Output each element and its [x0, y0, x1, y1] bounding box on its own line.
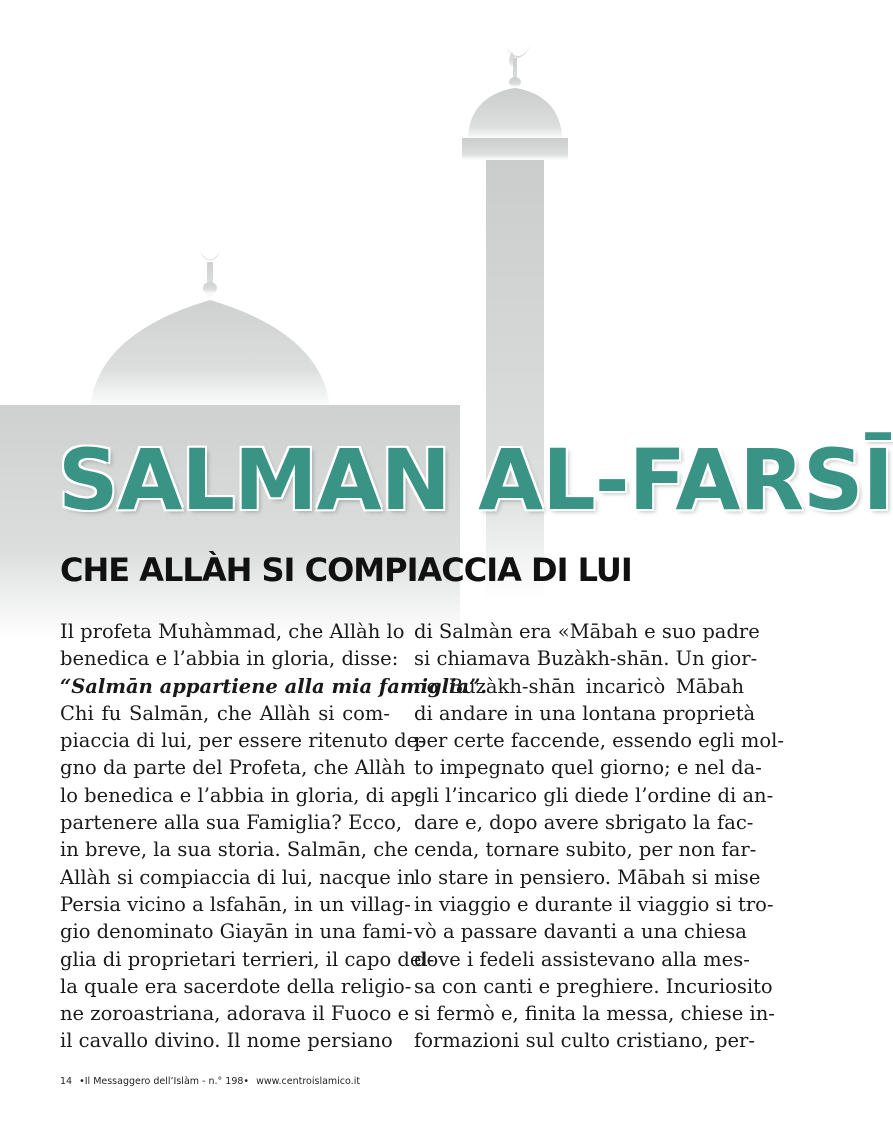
text-line: Allàh si compiaccia di lui, nacque in	[60, 865, 416, 889]
quote-line: “Salmān appartiene alla mia famiglia”.	[60, 674, 488, 698]
text-line: vò a passare davanti a una chiesa	[414, 920, 747, 944]
text-line: la quale era sacerdote della religio-	[60, 974, 412, 998]
article-subtitle: CHE ALLÀH SI COMPIACCIA DI LUI	[60, 551, 632, 589]
text-line: di Salmàn era «Mābah e suo padre	[414, 620, 760, 643]
page-number: 14	[60, 1076, 73, 1087]
text-line: Persia vicino a lsfahān, in un villag-	[60, 892, 411, 916]
website-link[interactable]: www.centroislamico.it	[256, 1076, 361, 1087]
publication-name: •Il Messaggero dell’Islàm - n.° 198•	[79, 1076, 250, 1087]
text-line: dove i fedeli assistevano alla mes-	[414, 947, 750, 971]
text-line: dare e, dopo avere sbrigato la fac-	[414, 811, 754, 835]
page-footer	[60, 1076, 364, 1087]
text-line: di andare in una lontana proprietà	[414, 701, 756, 725]
text-line: Il profeta Muhàmmad, che Allàh lo	[60, 620, 405, 643]
text-line: no Buzàkh-shān incaricò Mābah	[414, 674, 744, 698]
article-column-right	[414, 618, 784, 1055]
text-line: in breve, la sua storia. Salmān, che	[60, 838, 409, 862]
text-line: glia di proprietari terrieri, il capo del-	[60, 947, 435, 971]
text-line: si chiamava Buzàkh-shān. Un gior-	[414, 647, 758, 671]
text-line: partenere alla sua Famiglia? Ecco,	[60, 811, 403, 835]
text-line: to impegnato quel giorno; e nel da-	[414, 756, 762, 780]
text-line: lo benedica e l’abbia in gloria, di ap-	[60, 783, 422, 807]
text-line: per certe faccende, essendo egli mol-	[414, 729, 784, 753]
text-line: benedica e l’abbia in gloria, disse:	[60, 647, 399, 671]
text-line: gio denominato Giayān in una fami-	[60, 920, 413, 944]
text-line: cenda, tornare subito, per non far-	[414, 838, 757, 862]
article-title: SALMAN AL-FARSĪ	[58, 431, 893, 529]
text-line: gno da parte del Profeta, che Allàh	[60, 756, 406, 780]
text-line: si fermò e, finita la messa, chiese in-	[414, 1002, 775, 1026]
text-line: lo stare in pensiero. Mābah si mise	[414, 865, 761, 889]
text-line: Chi fu Salmān, che Allàh si com-	[60, 701, 390, 725]
article-column-left	[60, 618, 488, 1055]
text-line: in viaggio e durante il viaggio si tro-	[414, 892, 774, 916]
text-line: il cavallo divino. Il nome persiano	[60, 1029, 393, 1053]
text-line: formazioni sul culto cristiano, per-	[414, 1029, 755, 1053]
text-line: ne zoroastriana, adorava il Fuoco e	[60, 1002, 410, 1026]
text-line: sa con canti e preghiere. Incuriosito	[414, 974, 773, 998]
text-line: gli l’incarico gli diede l’ordine di an-	[414, 783, 774, 807]
text-line: piaccia di lui, per essere ritenuto de-	[60, 729, 425, 753]
